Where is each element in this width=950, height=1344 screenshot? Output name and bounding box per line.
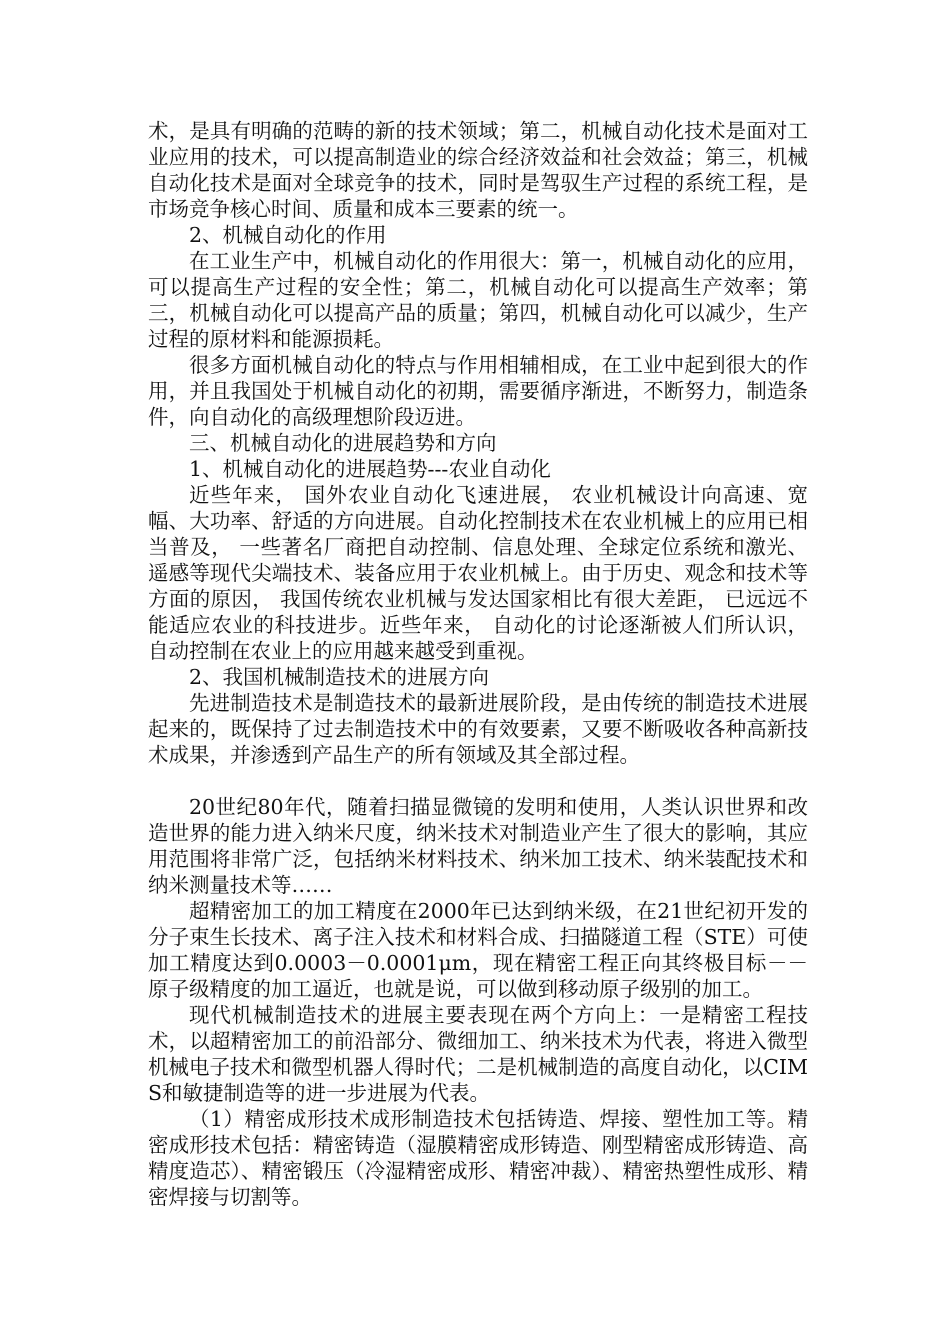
paragraph-ultra-precision: 超精密加工的加工精度在2000年已达到纳米级，在21世纪初开发的分子束生长技术、离子注入技术和材料合成、扫描隧道工程（STE）可使加工精度达到0.0003－0.0001μm，现在精密工程正向其终极目标－－原子级精度的加工逼近，也就是说，可以做到移动原子级别的加工。 (148, 899, 808, 1001)
heading-agricultural-automation: 1、机械自动化的进展趋势---农业自动化 (189, 457, 551, 481)
paragraph-role-summary: 很多方面机械自动化的特点与作用相辅相成，在工业中起到很大的作用，并且我国处于机械自动化的初期，需要循序渐进，不断努力，制造条件，向自动化的高级理想阶段迈进。 (148, 353, 808, 429)
paragraph-precision-forming: （1）精密成形技术成形制造技术包括铸造、焊接、塑性加工等。精密成形技术包括：精密铸造（湿膜精密成形铸造、刚型精密成形铸造、高精度造芯）、精密锻压（冷湿精密成形、精密冲裁）、精密热塑性成形、精密焊接与切割等。 (148, 1107, 808, 1209)
paragraph-two-directions: 现代机械制造技术的进展主要表现在两个方向上：一是精密工程技术，以超精密加工的前沿部分、微细加工、纳米技术为代表，将进入微型机械电子技术和微型机器人得时代；二是机械制造的高度自动化，以CIMS和敏捷制造等的进一步进展为代表。 (148, 1003, 808, 1105)
heading-role-of-automation: 2、机械自动化的作用 (189, 223, 387, 247)
paragraph-continuation: 术，是具有明确的范畴的新的技术领域；第二，机械自动化技术是面对工业应用的技术，可以提高制造业的综合经济效益和社会效益；第三，机械自动化技术是面对全球竞争的技术，同时是驾驭生产过程的系统工程，是市场竞争核心时间、质量和成本三要素的统一。 (148, 119, 808, 221)
paragraph-role-details: 在工业生产中，机械自动化的作用很大：第一，机械自动化的应用，可以提高生产过程的安全性；第二，机械自动化可以提高生产效率；第三，机械自动化可以提高产品的质量；第四，机械自动化可以减少，生产过程的原材料和能源损耗。 (148, 249, 808, 351)
paragraph-nanotechnology: 20世纪80年代，随着扫描显微镜的发明和使用，人类认识世界和改造世界的能力进入纳米尺度，纳米技术对制造业产生了很大的影响，其应用范围将非常广泛，包括纳米材料技术、纳米加工技术、纳米装配技术和纳米测量技术等…… (148, 795, 808, 897)
document-page (148, 118, 808, 1210)
section-heading-trends: 三、机械自动化的进展趋势和方向 (189, 431, 497, 455)
paragraph-agricultural-automation: 近些年来， 国外农业自动化飞速进展， 农业机械设计向高速、宽幅、大功率、舒适的方向进展。自动化控制技术在农业机械上的应用已相当普及， 一些著名厂商把自动控制、信息处理、全球定位系统和激光、遥感等现代尖端技术、装备应用于农业机械上。由于历史、观念和技术等方面的原因， 我国传统农业机械与发达国家相比有很大差距， 已远远不能适应农业的科技进步。近些年来， 自动化的讨论逐渐被人们所认识， 自动控制在农业上的应用越来越受到重视。 (148, 483, 808, 663)
heading-manufacturing-direction: 2、我国机械制造技术的进展方向 (189, 665, 490, 689)
paragraph-advanced-manufacturing: 先进制造技术是制造技术的最新进展阶段，是由传统的制造技术进展起来的，既保持了过去制造技术中的有效要素，又要不断吸收各种高新技术成果，并渗透到产品生产的所有领域及其全部过程。 (148, 691, 808, 767)
